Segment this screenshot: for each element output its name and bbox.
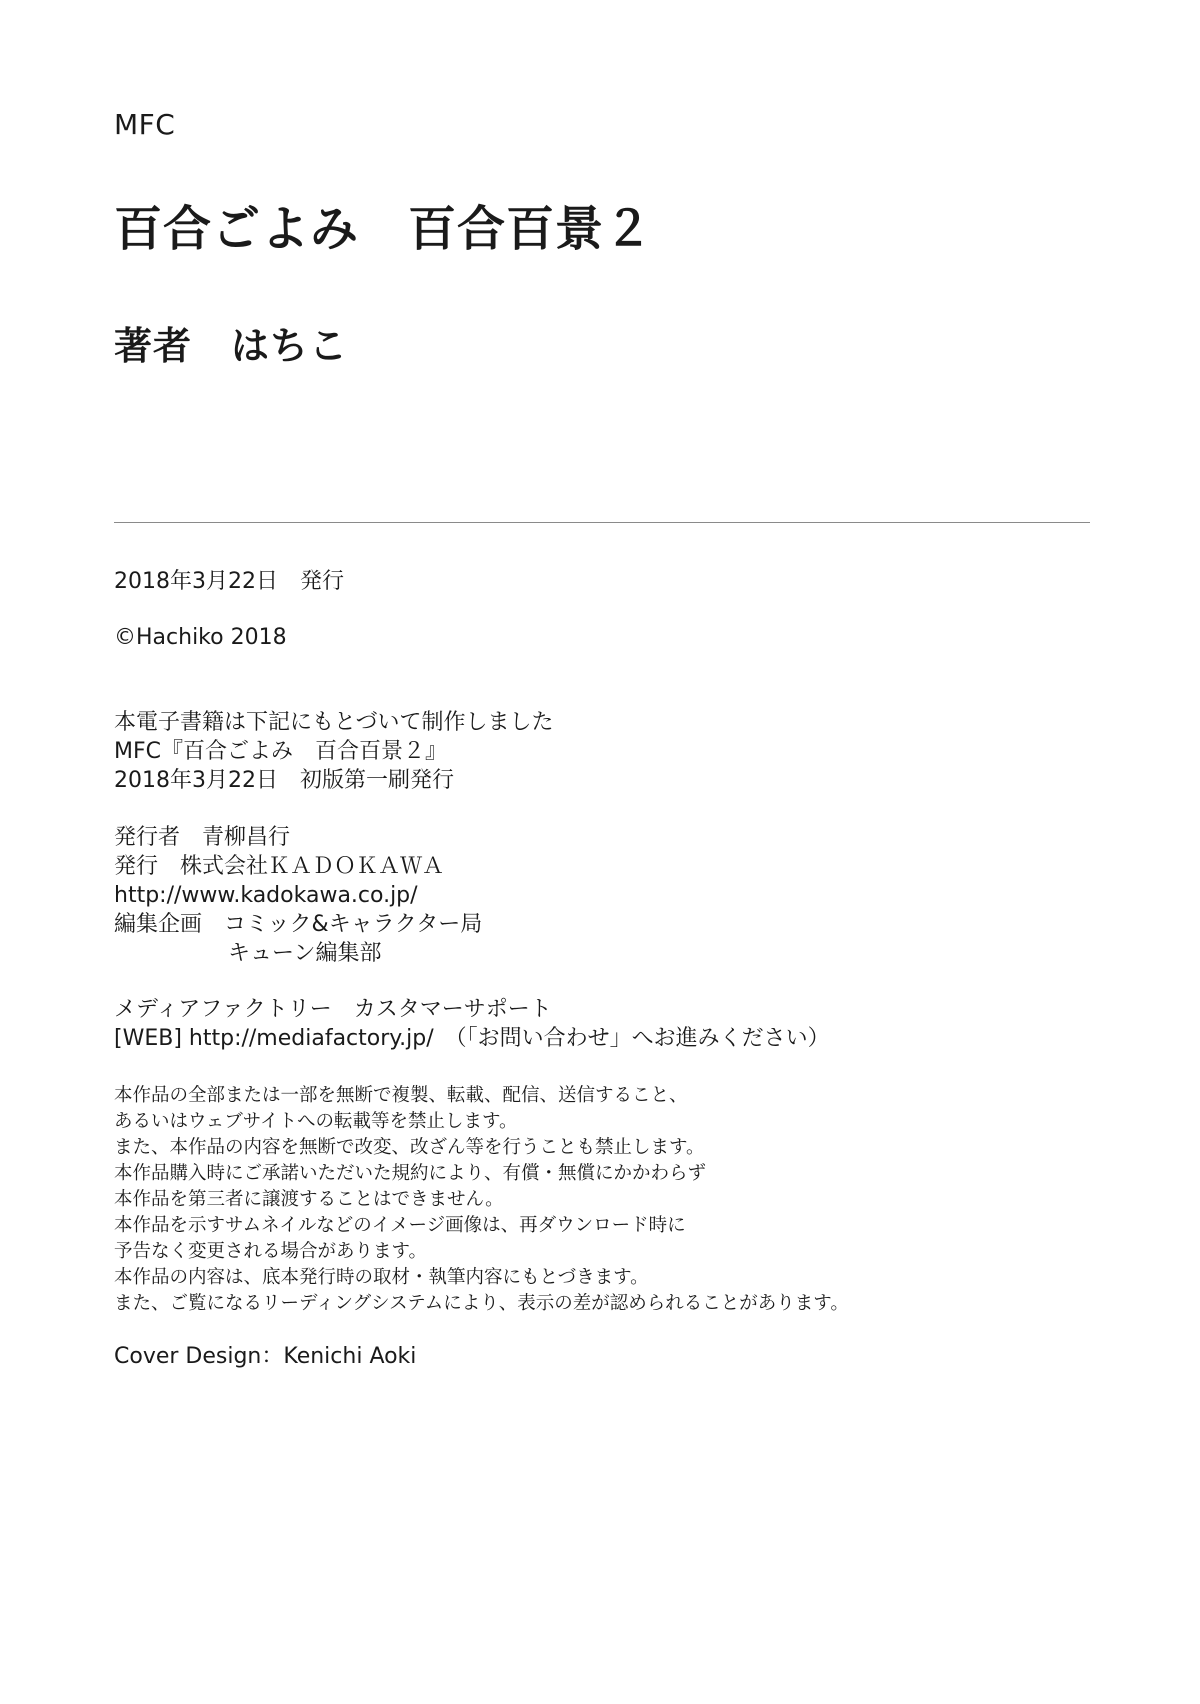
divider [114,522,1090,523]
publisher-line: 編集企画 コミック&キャラクター局 [114,912,483,937]
notice-line: 本作品の全部または一部を無断で複製、転載、配信、送信すること、 [114,1085,688,1106]
cover-design-credit: Cover Design：Kenichi Aoki [114,1344,417,1369]
source-line: 2018年3月22日 初版第一刷発行 [114,768,454,793]
notice-line: 本作品購入時にご承諾いただいた規約により、有償・無償にかかわらず [114,1163,707,1184]
support-block [114,995,830,1053]
source-line: MFC『百合ごよみ 百合百景２』 [114,739,447,764]
source-line: 本電子書籍は下記にもとづいて制作しました [114,710,554,735]
support-line: メディアファクトリー カスタマーサポート [114,997,552,1022]
editorial-department: キューン編集部 [228,941,382,966]
publication-date: 2018年3月22日 発行 [114,569,344,594]
notice-line: 本作品の内容は、底本発行時の取材・執筆内容にもとづきます。 [114,1267,649,1288]
author-line: 著者 はちこ [114,324,349,368]
publisher-block [114,823,482,968]
copyright-line: ©Hachiko 2018 [114,625,287,650]
publisher-url: http://www.kadokawa.co.jp/ [114,883,418,908]
notices-block [114,1083,849,1317]
notice-line: また、本作品の内容を無断で改変、改ざん等を行うことも禁止します。 [114,1137,705,1158]
book-title: 百合ごよみ 百合百景２ [114,201,654,257]
support-web-line: [WEB] http://mediafactory.jp/ （「お問い合わせ」へお進みください） [114,1026,830,1051]
notice-line: 予告なく変更される場合があります。 [114,1241,428,1262]
publisher-line: 発行者 青柳昌行 [114,825,291,850]
series-label: MFC [114,108,176,141]
notice-line: 本作品を示すサムネイルなどのイメージ画像は、再ダウンロード時に [114,1215,686,1236]
notice-line: 本作品を第三者に譲渡することはできません。 [114,1189,504,1210]
notice-line: あるいはウェブサイトへの転載等を禁止します。 [114,1111,518,1132]
publisher-line: 発行 株式会社ＫＡＤＯＫＡＷＡ [114,854,445,879]
notice-line: また、ご覧になるリーディングシステムにより、表示の差が認められることがあります。 [114,1293,849,1314]
source-edition-block [114,708,554,795]
